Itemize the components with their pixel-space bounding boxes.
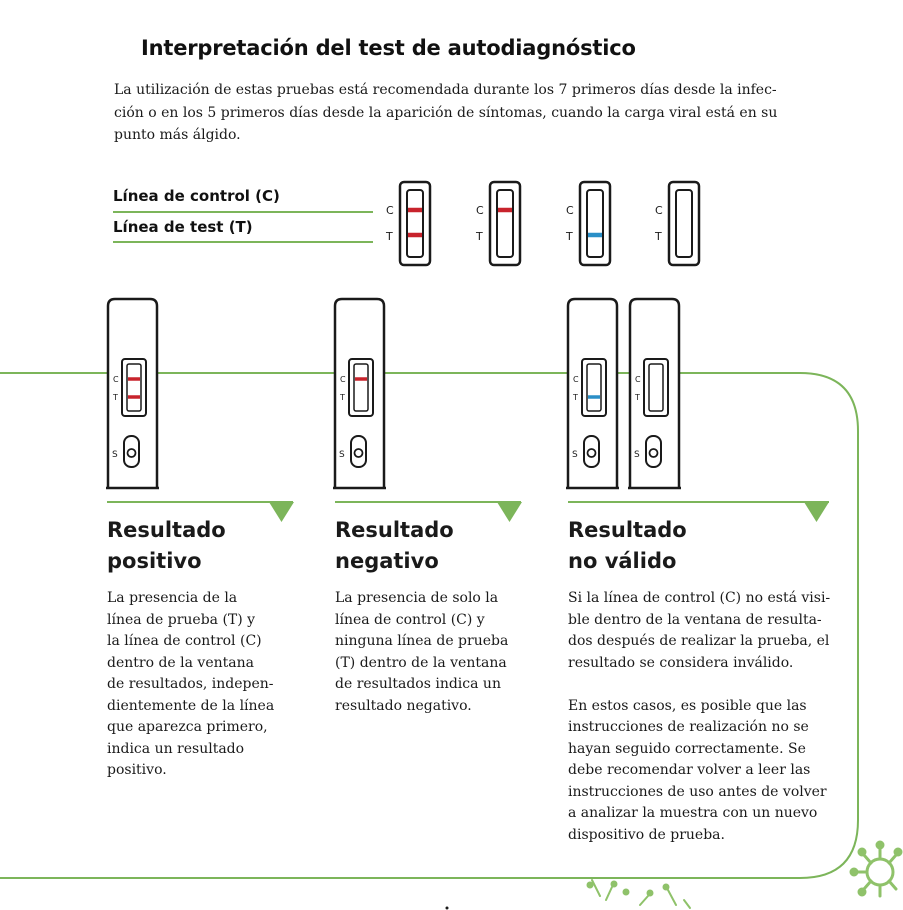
result-text-line: indica un resultado [107,740,245,757]
strip-legend-invalid-empty [669,182,699,265]
result-negative-text [335,588,508,717]
paragraph-gap [568,674,830,696]
device-t-letter: T [635,393,640,402]
result-text-line: (T) dentro de la ventana [335,654,507,671]
strip-legend-negative [490,182,520,265]
result-title-line: negativo [335,549,439,573]
result-text-line: línea de control (C) y [335,611,485,628]
result-text-line: La presencia de la [107,590,238,606]
result-title-line: no válido [568,549,677,573]
device-s-letter: S [339,450,345,460]
device-c-letter: C [113,375,119,384]
strip-c-letter: C [476,204,484,217]
intro-line: ción o en los 5 primeros días desde la aparición de síntomas, cuando la carga viral está en su [114,104,778,121]
device-c-letter: C [340,375,346,384]
device-t-letter: T [573,393,578,402]
result-title-line: positivo [107,549,202,573]
device-c-letter: C [573,375,579,384]
result-text-line: positivo. [107,762,167,778]
result-text-line: la línea de control (C) [107,633,262,649]
result-text-line: instrucciones de uso antes de volver [568,783,827,800]
result-negative-title [335,515,454,577]
strip-t-letter: T [655,230,662,243]
page-title: Interpretación del test de autodiagnóstico [141,36,636,60]
intro-line: punto más álgido. [114,127,241,143]
result-text-line: a analizar la muestra con un nuevo [568,805,818,821]
result-text-line: Si la línea de control (C) no está visi- [568,590,831,606]
strip-c-letter: C [566,204,574,217]
result-title-line: Resultado [335,518,454,542]
result-text-line: instrucciones de realización no se [568,719,809,735]
intro-line: La utilización de estas pruebas está recomendada durante los 7 primeros días desde la infec- [114,82,777,98]
strip-legend-positive [400,182,430,265]
device-t-letter: T [340,393,345,402]
result-invalid-text [568,588,830,846]
strip-t-letter: T [566,230,573,243]
result-title-line: Resultado [107,518,226,542]
device-s-letter: S [112,450,118,460]
result-invalid-title [568,515,687,577]
strip-t-letter: T [476,230,483,243]
result-text-line: dentro de la ventana [107,654,254,671]
result-text-line: En estos casos, es posible que las [568,697,807,714]
result-text-line: dispositivo de prueba. [568,826,725,843]
result-text-line: hayan seguido correctamente. Se [568,740,806,757]
result-text-line: que aparezca primero, [107,719,268,735]
legend-control-label: Línea de control (C) [113,187,280,205]
result-text-line: La presencia de solo la [335,590,499,606]
result-text-line: línea de prueba (T) y [107,611,256,628]
strip-c-letter: C [655,204,663,217]
strip-t-letter: T [386,230,393,243]
result-text-line: resultado negativo. [335,697,472,714]
result-positive-title [107,515,226,577]
result-text-line: de resultados indica un [335,676,501,692]
result-title-line: Resultado [568,518,687,542]
virus-decoration-icon [588,880,691,908]
device-s-letter: S [572,450,578,460]
page-dot [446,907,449,910]
device-t-letter: T [113,393,118,402]
result-text-line: ninguna línea de prueba [335,633,509,649]
result-positive-text [107,588,274,782]
strip-c-letter: C [386,204,394,217]
result-text-line: de resultados, indepen- [107,676,274,692]
device-c-letter: C [635,375,641,384]
result-text-line: ble dentro de la ventana de resulta- [568,611,822,628]
strip-legend-invalid-test-only [580,182,610,265]
result-text-line: debe recomendar volver a leer las [568,762,811,778]
device-s-letter: S [634,450,640,460]
virus-decoration-icon [851,842,901,896]
result-text-line: dientemente de la línea [107,697,275,714]
legend-test-label: Línea de test (T) [113,218,253,236]
result-text-line: dos después de realizar la prueba, el [568,633,830,649]
result-text-line: resultado se considera inválido. [568,654,794,671]
